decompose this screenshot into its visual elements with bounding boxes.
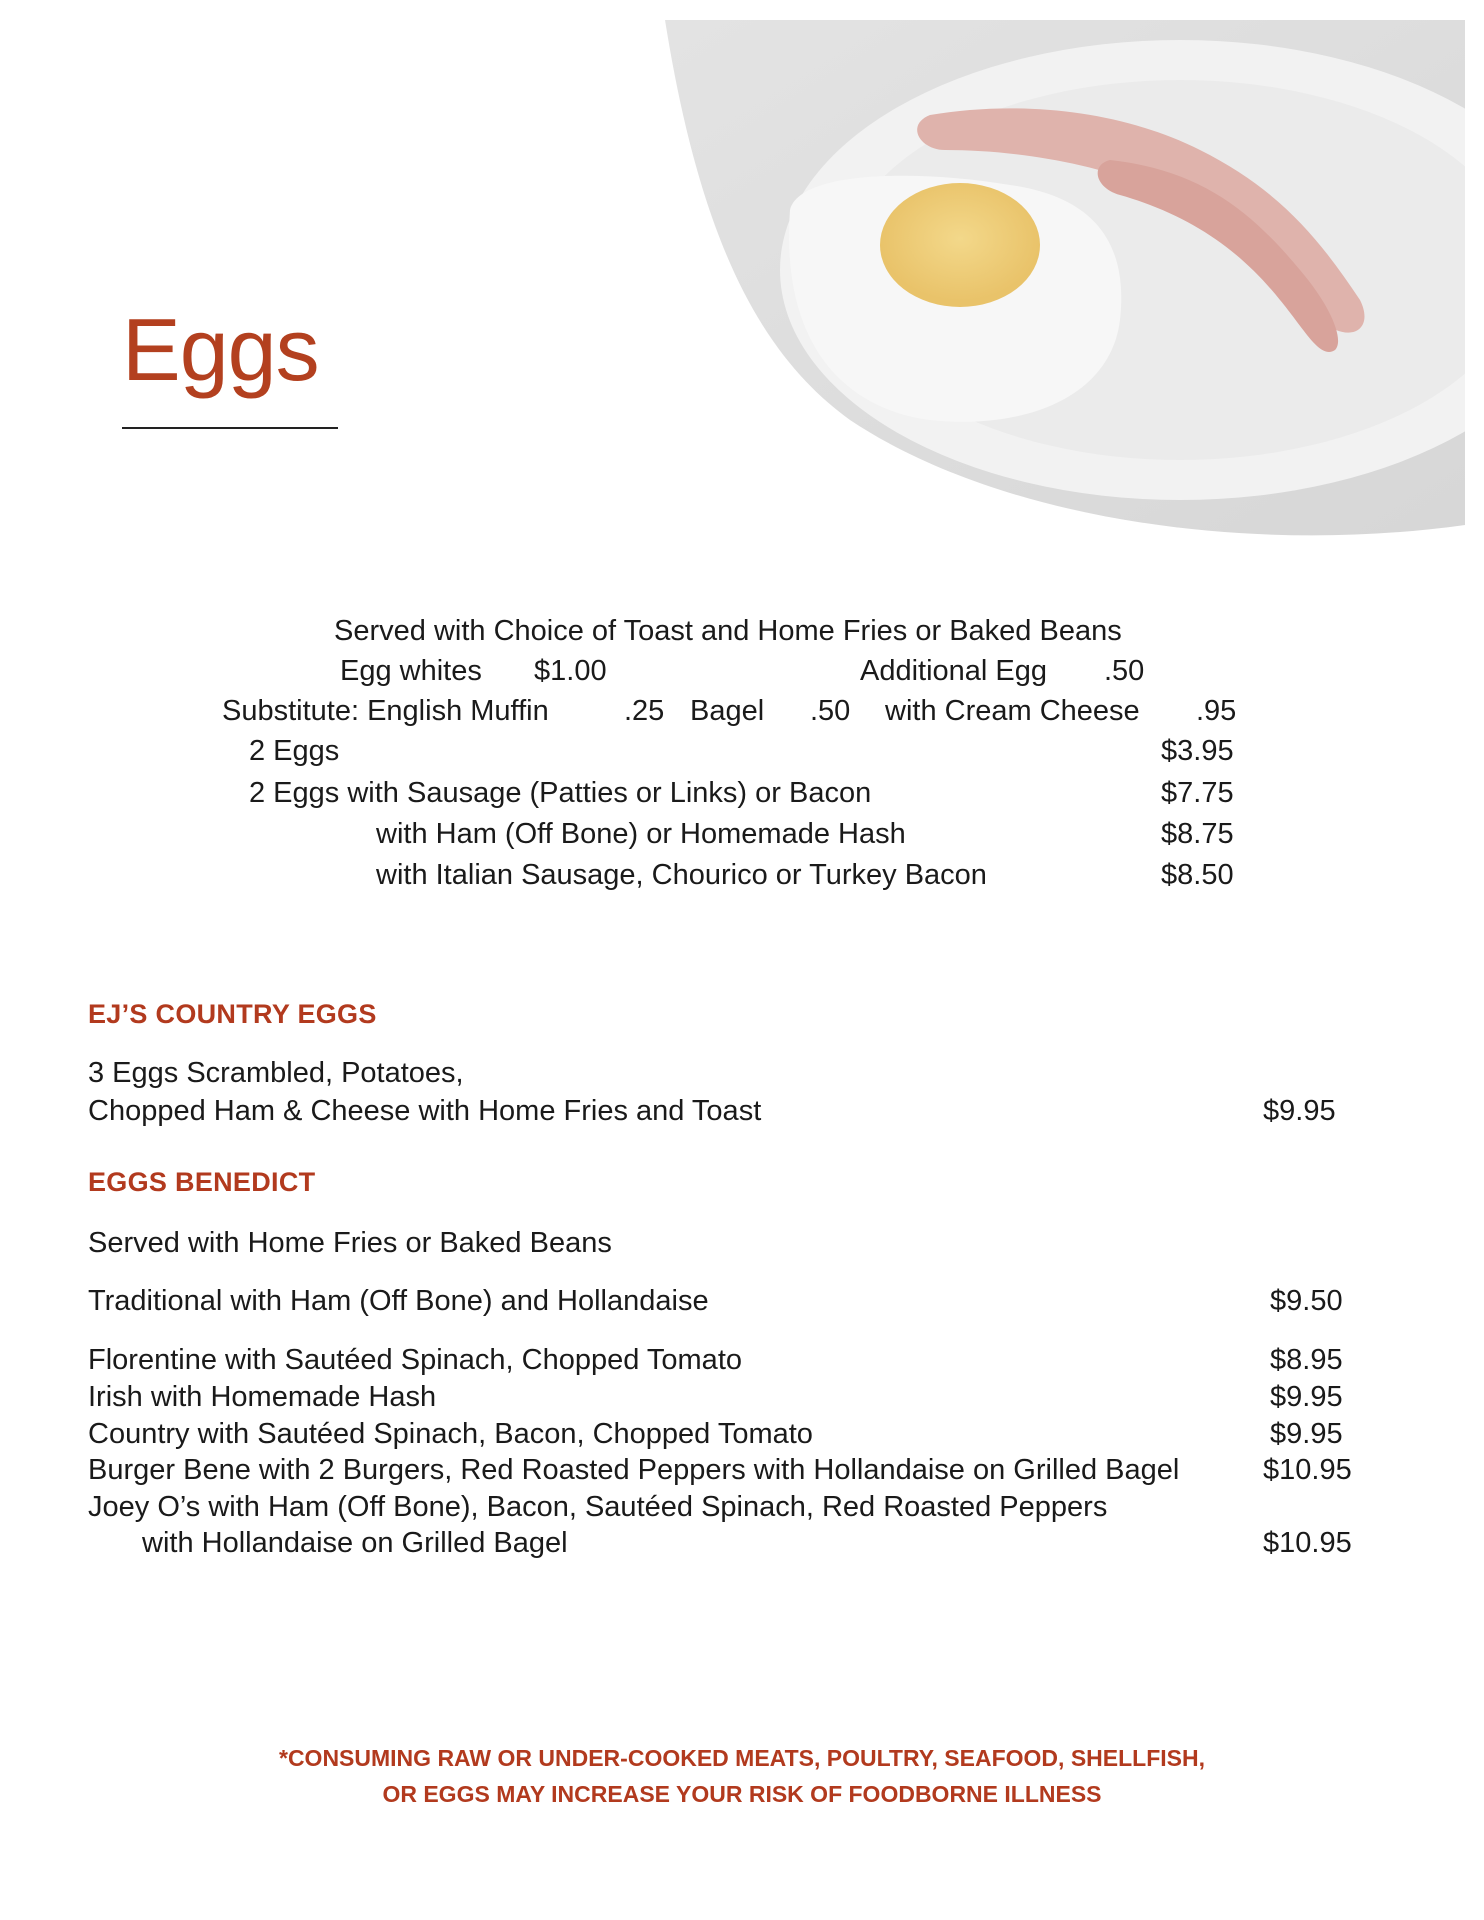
bagel-label: Bagel <box>690 695 765 727</box>
menu-item-name: with Ham (Off Bone) or Homemade Hash <box>376 818 906 850</box>
menu-item-price: $10.95 <box>1263 1527 1352 1559</box>
country-eggs-line1: 3 Eggs Scrambled, Potatoes, <box>88 1057 464 1089</box>
additional-egg-label: Additional Egg <box>860 655 1048 687</box>
menu-item-price: $10.95 <box>1263 1454 1352 1486</box>
menu-item-price: $3.95 <box>1161 735 1234 767</box>
cream-cheese-label: with Cream Cheese <box>885 695 1140 727</box>
title-underline <box>122 427 338 429</box>
bagel-price: .50 <box>810 695 851 727</box>
served-with-note: Served with Choice of Toast and Home Fries or Baked Beans <box>334 615 1122 647</box>
menu-item-name: Joey O’s with Ham (Off Bone), Bacon, Sautéed Spinach, Red Roasted Peppers <box>88 1491 1108 1523</box>
country-eggs-line2: Chopped Ham & Cheese with Home Fries and Toast <box>88 1095 762 1127</box>
breakfast-photo <box>0 0 1484 560</box>
menu-item-name: Burger Bene with 2 Burgers, Red Roasted Peppers with Hollandaise on Grilled Bagel <box>88 1454 1180 1486</box>
english-muffin-price: .25 <box>624 695 665 727</box>
country-eggs-price: $9.95 <box>1263 1095 1336 1127</box>
additional-egg-price: .50 <box>1104 655 1145 687</box>
foodborne-illness-warning <box>0 1740 1484 1812</box>
egg-whites-price: $1.00 <box>534 655 607 687</box>
menu-item-name: with Hollandaise on Grilled Bagel <box>142 1527 568 1559</box>
menu-item-price: $9.95 <box>1270 1381 1343 1413</box>
cream-cheese-price: .95 <box>1196 695 1237 727</box>
menu-item-name: Florentine with Sautéed Spinach, Chopped Tomato <box>88 1344 743 1376</box>
warning-line2: OR EGGS MAY INCREASE YOUR RISK OF FOODBORNE ILLNESS <box>382 1781 1102 1807</box>
menu-item-price: $7.75 <box>1161 777 1234 809</box>
menu-item-name: with Italian Sausage, Chourico or Turkey Bacon <box>376 859 987 891</box>
substitute-label: Substitute: English Muffin <box>222 695 549 727</box>
menu-item-price: $8.95 <box>1270 1344 1343 1376</box>
menu-item-name: 2 Eggs <box>249 735 340 767</box>
menu-item-name: 2 Eggs with Sausage (Patties or Links) or Bacon <box>249 777 872 809</box>
page-title: Eggs <box>122 300 319 399</box>
menu-item-price: $8.75 <box>1161 818 1234 850</box>
menu-item-name: Irish with Homemade Hash <box>88 1381 437 1413</box>
menu-item-price: $9.95 <box>1270 1418 1343 1450</box>
menu-item-name: Traditional with Ham (Off Bone) and Hollandaise <box>88 1285 709 1317</box>
menu-item-price: $9.50 <box>1270 1285 1343 1317</box>
menu-item-name: Country with Sautéed Spinach, Bacon, Chopped Tomato <box>88 1418 813 1450</box>
benedict-served-with-note: Served with Home Fries or Baked Beans <box>88 1227 612 1259</box>
egg-whites-label: Egg whites <box>340 655 482 687</box>
warning-line1: *CONSUMING RAW OR UNDER-COOKED MEATS, POULTRY, SEAFOOD, SHELLFISH, <box>279 1745 1205 1771</box>
section-heading-eggs-benedict: EGGS BENEDICT <box>88 1167 316 1197</box>
section-heading-country-eggs: EJ’S COUNTRY EGGS <box>88 999 377 1029</box>
menu-item-price: $8.50 <box>1161 859 1234 891</box>
